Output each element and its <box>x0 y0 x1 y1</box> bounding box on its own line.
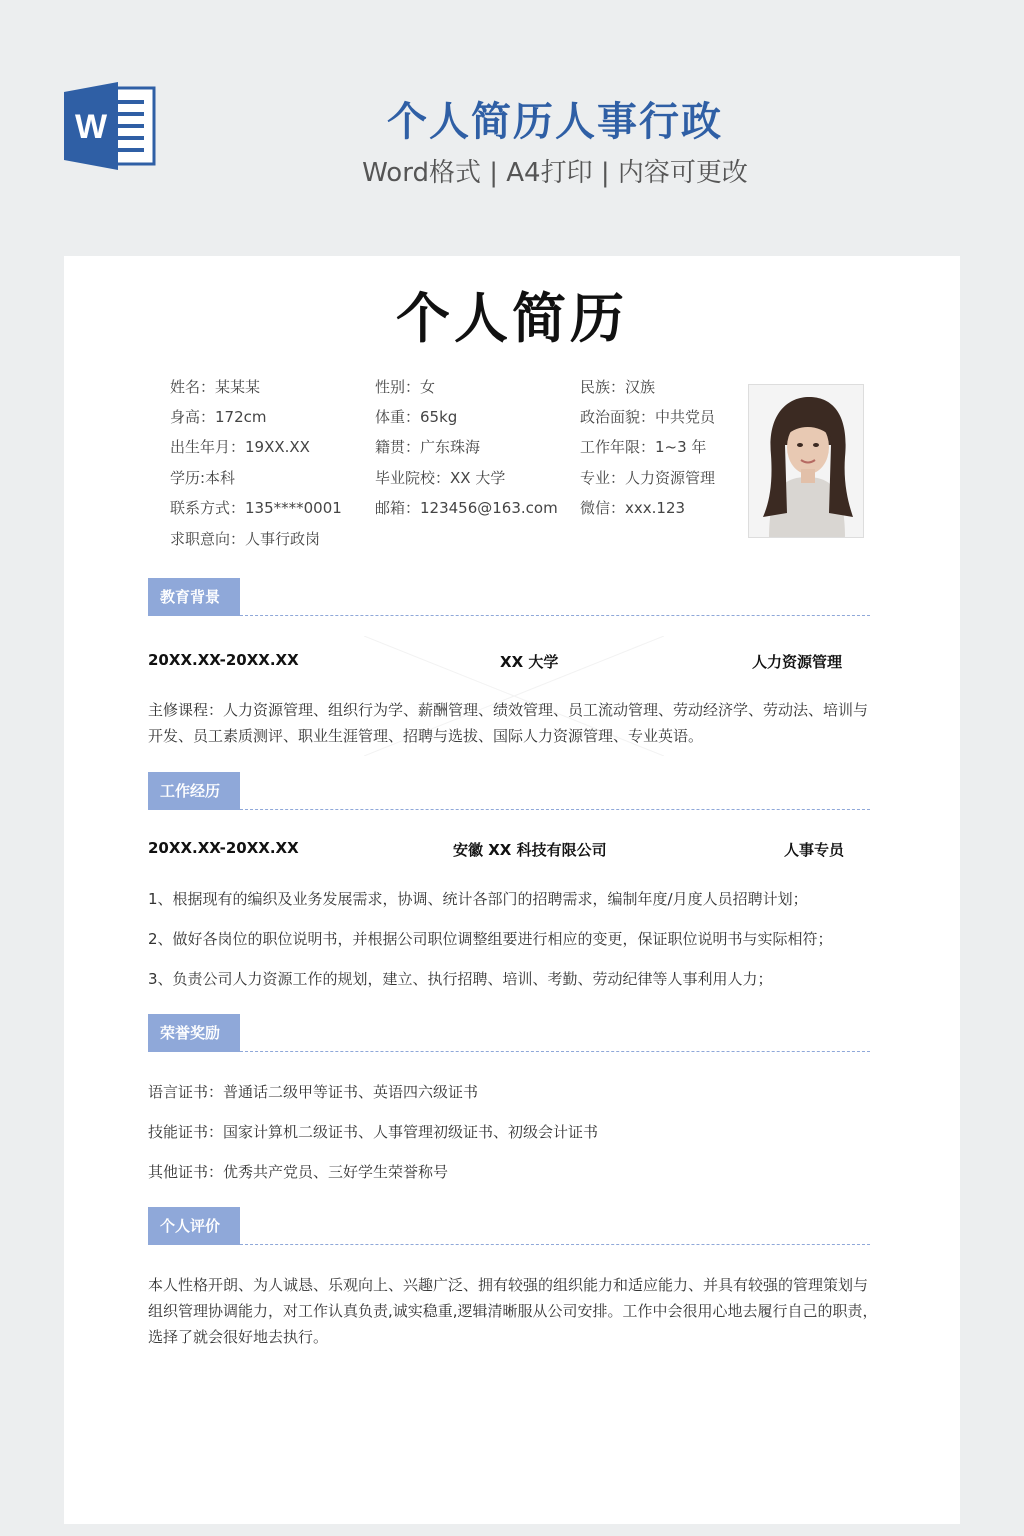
info-experience: 工作年限：1~3 年 <box>580 438 707 456</box>
education-major: 人力资源管理 <box>752 653 843 671</box>
section-evaluation-heading: 个人评价 <box>148 1207 240 1245</box>
work-company: 安徽 XX 科技有限公司 <box>453 841 607 859</box>
honor-item: 技能证书：国家计算机二级证书、人事管理初级证书、初级会计证书 <box>148 1123 599 1141</box>
info-name: 姓名：某某某 <box>170 378 261 396</box>
info-wechat: 微信：xxx.123 <box>580 499 686 517</box>
education-school: XX 大学 <box>500 653 559 671</box>
section-divider <box>240 809 870 810</box>
page-title: 个人简历人事行政 <box>387 99 723 145</box>
education-period: 20XX.XX-20XX.XX <box>148 651 299 669</box>
work-duty: 2、做好各岗位的职位说明书，并根据公司职位调整组要进行相应的变更，保证职位说明书与实际相符； <box>148 930 833 948</box>
info-email: 邮箱：123456@163.com <box>375 499 558 517</box>
info-phone: 联系方式：135****0001 <box>170 499 342 517</box>
info-weight: 体重：65kg <box>375 408 458 426</box>
work-duty: 3、负责公司人力资源工作的规划，建立、执行招聘、培训、考勤、劳动纪律等人事利用人力； <box>148 970 773 988</box>
info-intent: 求职意向：人事行政岗 <box>170 530 321 548</box>
info-ethnicity: 民族：汉族 <box>580 378 656 396</box>
resume-page <box>64 256 960 1524</box>
section-divider <box>240 1244 870 1245</box>
work-role: 人事专员 <box>784 841 845 859</box>
person-portrait-icon <box>749 385 864 538</box>
info-major: 专业：人力资源管理 <box>580 469 716 487</box>
section-honors-heading: 荣誉奖励 <box>148 1014 240 1052</box>
resume-title: 个人简历 <box>396 287 628 350</box>
info-height: 身高：172cm <box>170 408 267 426</box>
info-school: 毕业院校：XX 大学 <box>375 469 506 487</box>
avatar-photo <box>748 384 864 538</box>
word-logo-letter: W <box>74 108 108 146</box>
section-divider <box>240 1051 870 1052</box>
section-divider <box>240 615 870 616</box>
section-education-heading: 教育背景 <box>148 578 240 616</box>
page-subtitle: Word格式 | A4打印 | 内容可更改 <box>362 158 748 188</box>
work-duty: 1、根据现有的编织及业务发展需求，协调、统计各部门的招聘需求，编制年度/月度人员招聘计划； <box>148 890 808 908</box>
word-icon <box>64 82 158 170</box>
info-birth: 出生年月：19XX.XX <box>170 438 310 456</box>
work-period: 20XX.XX-20XX.XX <box>148 839 299 857</box>
evaluation-text: 本人性格开朗、为人诚恳、乐观向上、兴趣广泛、拥有较强的组织能力和适应能力、并具有较强的管理策划与组织管理协调能力，对工作认真负责,诚实稳重,逻辑清晰服从公司安排。工作中会很用心地去履行自己的职责，选择了就会很好地去执行。 <box>148 1276 878 1346</box>
section-work-heading: 工作经历 <box>148 772 240 810</box>
info-origin: 籍贯：广东珠海 <box>375 438 481 456</box>
honor-item: 语言证书：普通话二级甲等证书、英语四六级证书 <box>148 1083 479 1101</box>
education-courses: 主修课程：人力资源管理、组织行为学、薪酬管理、绩效管理、员工流动管理、劳动经济学、劳动法、培训与开发、员工素质测评、职业生涯管理、招聘与选拔、国际人力资源管理、专业英语。 <box>148 701 869 745</box>
honor-item: 其他证书：优秀共产党员、三好学生荣誉称号 <box>148 1163 449 1181</box>
info-degree: 学历:本科 <box>170 469 236 487</box>
info-gender: 性别：女 <box>375 378 436 396</box>
info-politics: 政治面貌：中共党员 <box>580 408 716 426</box>
